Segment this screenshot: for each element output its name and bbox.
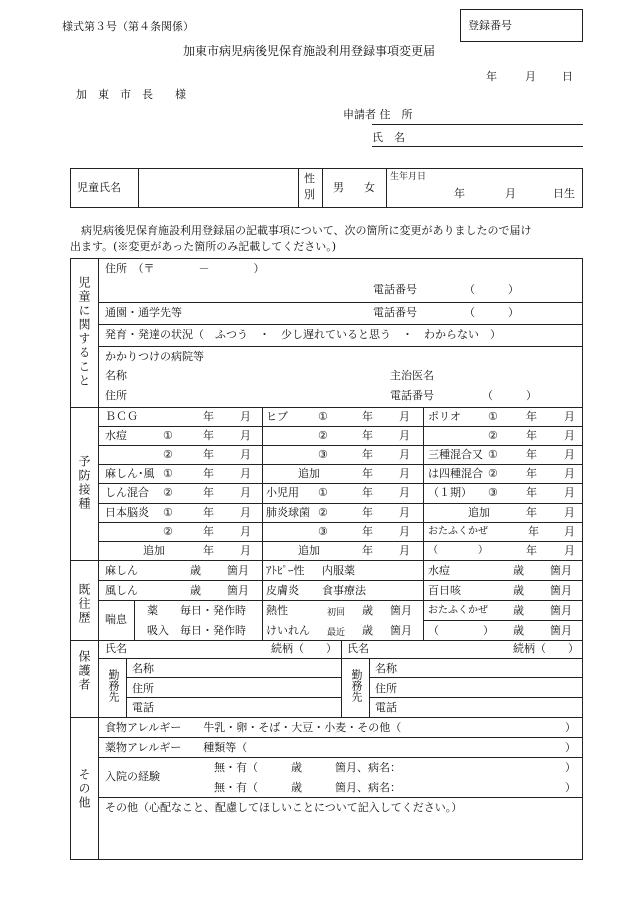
clinic-phone-paren[interactable]: （ ） <box>482 389 537 402</box>
hist-febrile-1: 熱性 <box>266 604 288 617</box>
child-address[interactable]: 住所 （〒 － ） <box>105 262 265 275</box>
vacc-col2-num-3: 追加 <box>298 467 320 480</box>
school-phone-paren[interactable]: （ ） <box>464 306 519 319</box>
guardian1-work-label: 勤務先 <box>107 669 120 702</box>
vacc-col3-month-3: 月 <box>564 467 575 480</box>
vacc-col3-year-7: 年 <box>526 544 537 557</box>
hist-pertussis-months: 箇月 <box>550 584 572 597</box>
vacc-row-divider <box>98 541 262 542</box>
vacc-col2-year-7: 年 <box>362 544 373 557</box>
food-allergy-close: ） <box>565 721 576 734</box>
vacc-col2-label-5: 肺炎球菌 <box>266 506 310 519</box>
vacc-row-divider <box>262 541 423 542</box>
vacc-col3-month-7: 月 <box>564 544 575 557</box>
hist-rubella: 風しん <box>105 584 138 597</box>
hist-recent: 最近 <box>327 628 346 638</box>
birth-label: 生年月日 <box>390 172 427 182</box>
hist-rubella-age: 歳 <box>190 584 201 597</box>
vacc-col3-month-4: 月 <box>564 486 575 499</box>
vacc-col1-label-1: 水痘 <box>105 429 127 442</box>
child-name-label: 児童氏名 <box>77 181 121 194</box>
guardian2-work-label: 勤務先 <box>350 669 363 702</box>
vacc-col1-num-3: ① <box>163 467 173 480</box>
hist-febrile-months-2: 箇月 <box>390 624 412 637</box>
registration-number-box[interactable] <box>460 9 583 42</box>
vacc-row-divider <box>98 522 262 523</box>
vacc-col1-year-5: 年 <box>203 506 214 519</box>
hist-asthma-drug-freq[interactable]: 毎日・発作時 <box>180 604 246 617</box>
vacc-col1-month-4: 月 <box>240 486 251 499</box>
applicant-name-label: 氏 名 <box>372 131 405 144</box>
vacc-row-divider <box>262 464 423 465</box>
hist-rubella-months: 箇月 <box>227 584 249 597</box>
vacc-col2-year-0: 年 <box>362 410 373 423</box>
vacc-col3-year-5: 年 <box>526 506 537 519</box>
hist-pertussis-age: 歳 <box>513 584 524 597</box>
vacc-col3-year-2: 年 <box>526 448 537 461</box>
vacc-col3-num-2: ① <box>488 448 498 461</box>
vacc-col2-year-3: 年 <box>362 467 373 480</box>
vacc-col3-month-0: 月 <box>564 410 575 423</box>
vacc-col1-num-6: ② <box>163 525 173 538</box>
hist-other-age: 歳 <box>513 624 524 637</box>
addressee: 加 東 市 長 様 <box>76 88 186 101</box>
hospitalization-2[interactable]: 無・有（ 歳 箇月、病名： <box>214 781 401 794</box>
hospitalization-2-close: ） <box>565 781 576 794</box>
guardian2-name-label[interactable]: 氏名 <box>347 642 369 655</box>
vacc-col2-month-0: 月 <box>399 410 410 423</box>
vacc-col3-label-7: （ ） <box>428 545 488 556</box>
school-phone-label: 電話番号 <box>373 306 417 319</box>
vacc-col3-month-6: 月 <box>564 525 575 538</box>
vacc-col3-label-6: おたふくかぜ <box>428 526 488 537</box>
hist-asthma-drug: 薬 <box>147 604 158 617</box>
vacc-col3-num-4: ③ <box>488 486 498 499</box>
vacc-col1-month-5: 月 <box>240 506 251 519</box>
vacc-col2-year-5: 年 <box>362 506 373 519</box>
vacc-col3-num-0: ① <box>488 410 498 423</box>
other-notes-label[interactable]: その他（心配なこと、配慮してほしいことについて記入してください。） <box>105 801 463 814</box>
form-number: 様式第３号（第４条関係） <box>62 20 194 33</box>
vacc-row-divider <box>423 483 583 484</box>
vacc-col1-month-2: 月 <box>240 448 251 461</box>
birth-month: 月 <box>505 187 516 200</box>
clinic-name-label[interactable]: 名称 <box>105 369 127 382</box>
vacc-col3-month-5: 月 <box>564 506 575 519</box>
sex-male[interactable]: 男 <box>333 181 344 194</box>
vacc-col2-num-1: ② <box>318 429 328 442</box>
vacc-col2-num-4: ① <box>318 486 328 499</box>
guardian2-relation[interactable]: 続柄（ ） <box>513 642 579 655</box>
vacc-col1-year-2: 年 <box>203 448 214 461</box>
hist-chickenpox-age: 歳 <box>513 564 524 577</box>
birth-day: 日生 <box>553 187 575 200</box>
sex-label: 性 <box>304 172 315 185</box>
hist-chickenpox-months: 箇月 <box>550 564 572 577</box>
intro-line-2: 出ます。(※変更があった箇所のみ記載してください。) <box>70 240 337 253</box>
date-month: 月 <box>525 70 536 83</box>
hist-pertussis: 百日咳 <box>428 584 461 597</box>
hist-asthma: 喘息 <box>105 613 127 626</box>
hist-mumps-months: 箇月 <box>550 604 572 617</box>
vacc-col3-year-6: 年 <box>528 525 539 538</box>
hist-other-months: 箇月 <box>550 624 572 637</box>
vacc-col2-month-2: 月 <box>399 448 410 461</box>
vacc-col2-num-5: ② <box>318 506 328 519</box>
vacc-row-divider <box>98 464 262 465</box>
vacc-col3-num-3: ② <box>488 467 498 480</box>
section-other-heading: その他 <box>77 768 91 810</box>
hist-derm: 皮膚炎 <box>266 584 299 597</box>
vacc-col1-month-3: 月 <box>240 467 251 480</box>
section-child-heading: 児童に関すること <box>77 276 91 388</box>
vacc-col1-year-4: 年 <box>203 486 214 499</box>
hist-febrile-months-1: 箇月 <box>390 604 412 617</box>
vacc-col3-label-0: ポリオ <box>428 410 461 423</box>
intro-line-1: 病児病後児保育施設利用登録届の記載事項について、次の箇所に変更がありましたので届け <box>70 224 532 237</box>
vacc-col2-num-0: ① <box>318 410 328 423</box>
vacc-row-divider <box>423 426 583 427</box>
birth-year: 年 <box>454 187 465 200</box>
hist-atopy: ｱﾄﾋﾟｰ性 <box>266 564 305 577</box>
guardian2-work-tel[interactable]: 電話 <box>375 701 397 714</box>
hist-measles: 麻しん <box>105 564 138 577</box>
guardian1-work-address[interactable]: 住所 <box>132 682 154 695</box>
vacc-row-divider <box>98 426 262 427</box>
child-phone-paren[interactable]: （ ） <box>464 283 519 296</box>
vacc-col2-month-6: 月 <box>399 525 410 538</box>
vacc-row-divider <box>98 483 262 484</box>
guardian2-work-name[interactable]: 名称 <box>375 662 397 675</box>
hist-febrile-2: けいれん <box>266 624 310 637</box>
guardian2-work-address[interactable]: 住所 <box>375 682 397 695</box>
hist-asthma-inhale-freq[interactable]: 毎日・発作時 <box>180 624 246 637</box>
vacc-col2-month-4: 月 <box>399 486 410 499</box>
vacc-row-divider <box>423 503 583 504</box>
hist-oral-med[interactable]: 内服薬 <box>322 564 355 577</box>
vacc-col3-year-3: 年 <box>526 467 537 480</box>
vacc-col2-num-6: ③ <box>318 525 328 538</box>
vacc-col1-num-4: ② <box>163 486 173 499</box>
vacc-row-divider <box>262 426 423 427</box>
vacc-col1-year-0: 年 <box>203 410 214 423</box>
vacc-col3-label-4: （１期） <box>428 486 472 499</box>
vacc-col1-month-7: 月 <box>240 544 251 557</box>
vacc-col1-label-0: ＢＣＧ <box>105 410 138 423</box>
vacc-col1-year-3: 年 <box>203 467 214 480</box>
food-allergy[interactable]: 食物アレルギー 牛乳・卵・そば・大豆・小麦・その他（ <box>105 721 402 734</box>
vacc-col1-label-4: しん混合 <box>105 486 149 499</box>
hist-measles-age: 歳 <box>190 564 201 577</box>
hist-measles-months: 箇月 <box>227 564 249 577</box>
section-vaccination-heading: 予防接種 <box>77 455 91 511</box>
vacc-col3-month-1: 月 <box>564 429 575 442</box>
registration-number-label: 登録番号 <box>468 19 512 32</box>
vacc-col3-year-0: 年 <box>526 410 537 423</box>
vacc-col3-year-4: 年 <box>526 486 537 499</box>
vacc-col1-label-5: 日本脳炎 <box>105 506 149 519</box>
clinic-phone-label: 電話番号 <box>390 389 434 402</box>
vacc-col2-num-2: ③ <box>318 448 328 461</box>
hospitalization-1[interactable]: 無・有（ 歳 箇月、病名： <box>214 761 401 774</box>
applicant-address-label: 申請者 住 所 <box>343 108 413 121</box>
hist-other[interactable]: （ ） <box>428 624 494 637</box>
clinic-address-label[interactable]: 住所 <box>105 389 127 402</box>
sex-female[interactable]: 女 <box>364 181 375 194</box>
hospitalization-label: 入院の経験 <box>105 770 160 783</box>
vacc-col2-label-0: ヒブ <box>266 410 288 423</box>
hist-febrile-age-2: 歳 <box>362 624 373 637</box>
vacc-col3-month-2: 月 <box>564 448 575 461</box>
vacc-col2-num-7: 追加 <box>298 544 320 557</box>
vacc-col2-month-5: 月 <box>399 506 410 519</box>
vacc-col1-year-7: 年 <box>203 544 214 557</box>
school-label[interactable]: 通園・通学先等 <box>105 306 182 319</box>
vacc-col3-label-3: は四種混合 <box>428 467 483 480</box>
hist-mumps-age: 歳 <box>513 604 524 617</box>
sex-label-2: 別 <box>304 188 315 201</box>
vacc-col1-num-5: ① <box>163 506 173 519</box>
hist-asthma-inhale: 吸入 <box>147 624 169 637</box>
vacc-col1-num-1: ① <box>163 429 173 442</box>
vacc-col2-year-6: 年 <box>362 525 373 538</box>
vacc-row-divider <box>262 445 423 446</box>
hospitalization-1-close: ） <box>565 761 576 774</box>
vacc-col2-month-1: 月 <box>399 429 410 442</box>
vacc-col2-month-3: 月 <box>399 467 410 480</box>
drug-allergy-close: ） <box>565 741 576 754</box>
vacc-row-divider <box>423 464 583 465</box>
vacc-col1-num-2: ② <box>163 448 173 461</box>
hist-first: 初回 <box>327 608 346 618</box>
vacc-col2-label-4: 小児用 <box>266 486 299 499</box>
vacc-row-divider <box>262 503 423 504</box>
vacc-col2-year-4: 年 <box>362 486 373 499</box>
vacc-col3-label-2: 三種混合又 <box>428 448 483 461</box>
vacc-row-divider <box>423 445 583 446</box>
date-year: 年 <box>486 70 497 83</box>
child-phone-label: 電話番号 <box>373 283 417 296</box>
vacc-col1-month-0: 月 <box>240 410 251 423</box>
guardian1-work-name[interactable]: 名称 <box>132 662 154 675</box>
hist-mumps: おたふくかぜ <box>428 605 488 616</box>
doctor-label[interactable]: 主治医名 <box>390 369 434 382</box>
document-title: 加東市病児病後児保育施設利用登録事項変更届 <box>183 44 436 58</box>
guardian1-work-tel[interactable]: 電話 <box>132 701 154 714</box>
guardian1-relation[interactable]: 続柄（ ） <box>271 642 337 655</box>
hist-diet[interactable]: 食事療法 <box>322 584 366 597</box>
development-status[interactable]: 発育・発達の状況（ ふつう ・ 少し遅れていると思う ・ わからない ） <box>105 328 501 341</box>
vacc-col1-month-6: 月 <box>240 525 251 538</box>
vacc-col1-month-1: 月 <box>240 429 251 442</box>
vacc-row-divider <box>98 445 262 446</box>
vacc-row-divider <box>423 541 583 542</box>
vacc-row-divider <box>262 522 423 523</box>
vacc-col1-year-6: 年 <box>203 525 214 538</box>
vacc-col3-num-5: 追加 <box>468 506 490 519</box>
vacc-row-divider <box>423 522 583 523</box>
date-day: 日 <box>562 70 573 83</box>
vacc-col1-year-1: 年 <box>203 429 214 442</box>
vacc-row-divider <box>262 483 423 484</box>
drug-allergy[interactable]: 薬物アレルギー 種類等（ <box>105 741 248 754</box>
vacc-col2-year-2: 年 <box>362 448 373 461</box>
hist-chickenpox: 水痘 <box>428 564 450 577</box>
hist-febrile-age-1: 歳 <box>362 604 373 617</box>
section-guardian-heading: 保護者 <box>77 650 91 692</box>
vacc-col2-year-1: 年 <box>362 429 373 442</box>
vacc-col3-num-1: ② <box>488 429 498 442</box>
vacc-col2-month-7: 月 <box>399 544 410 557</box>
vacc-col1-num-7: 追加 <box>143 544 165 557</box>
vacc-col3-year-1: 年 <box>526 429 537 442</box>
vacc-col1-label-3: 麻しん･風 <box>105 467 155 480</box>
guardian1-name-label[interactable]: 氏名 <box>105 642 127 655</box>
vacc-row-divider <box>98 503 262 504</box>
section-history-heading: 既往歴 <box>77 583 91 625</box>
clinic-label: かかりつけの病院等 <box>105 350 204 363</box>
